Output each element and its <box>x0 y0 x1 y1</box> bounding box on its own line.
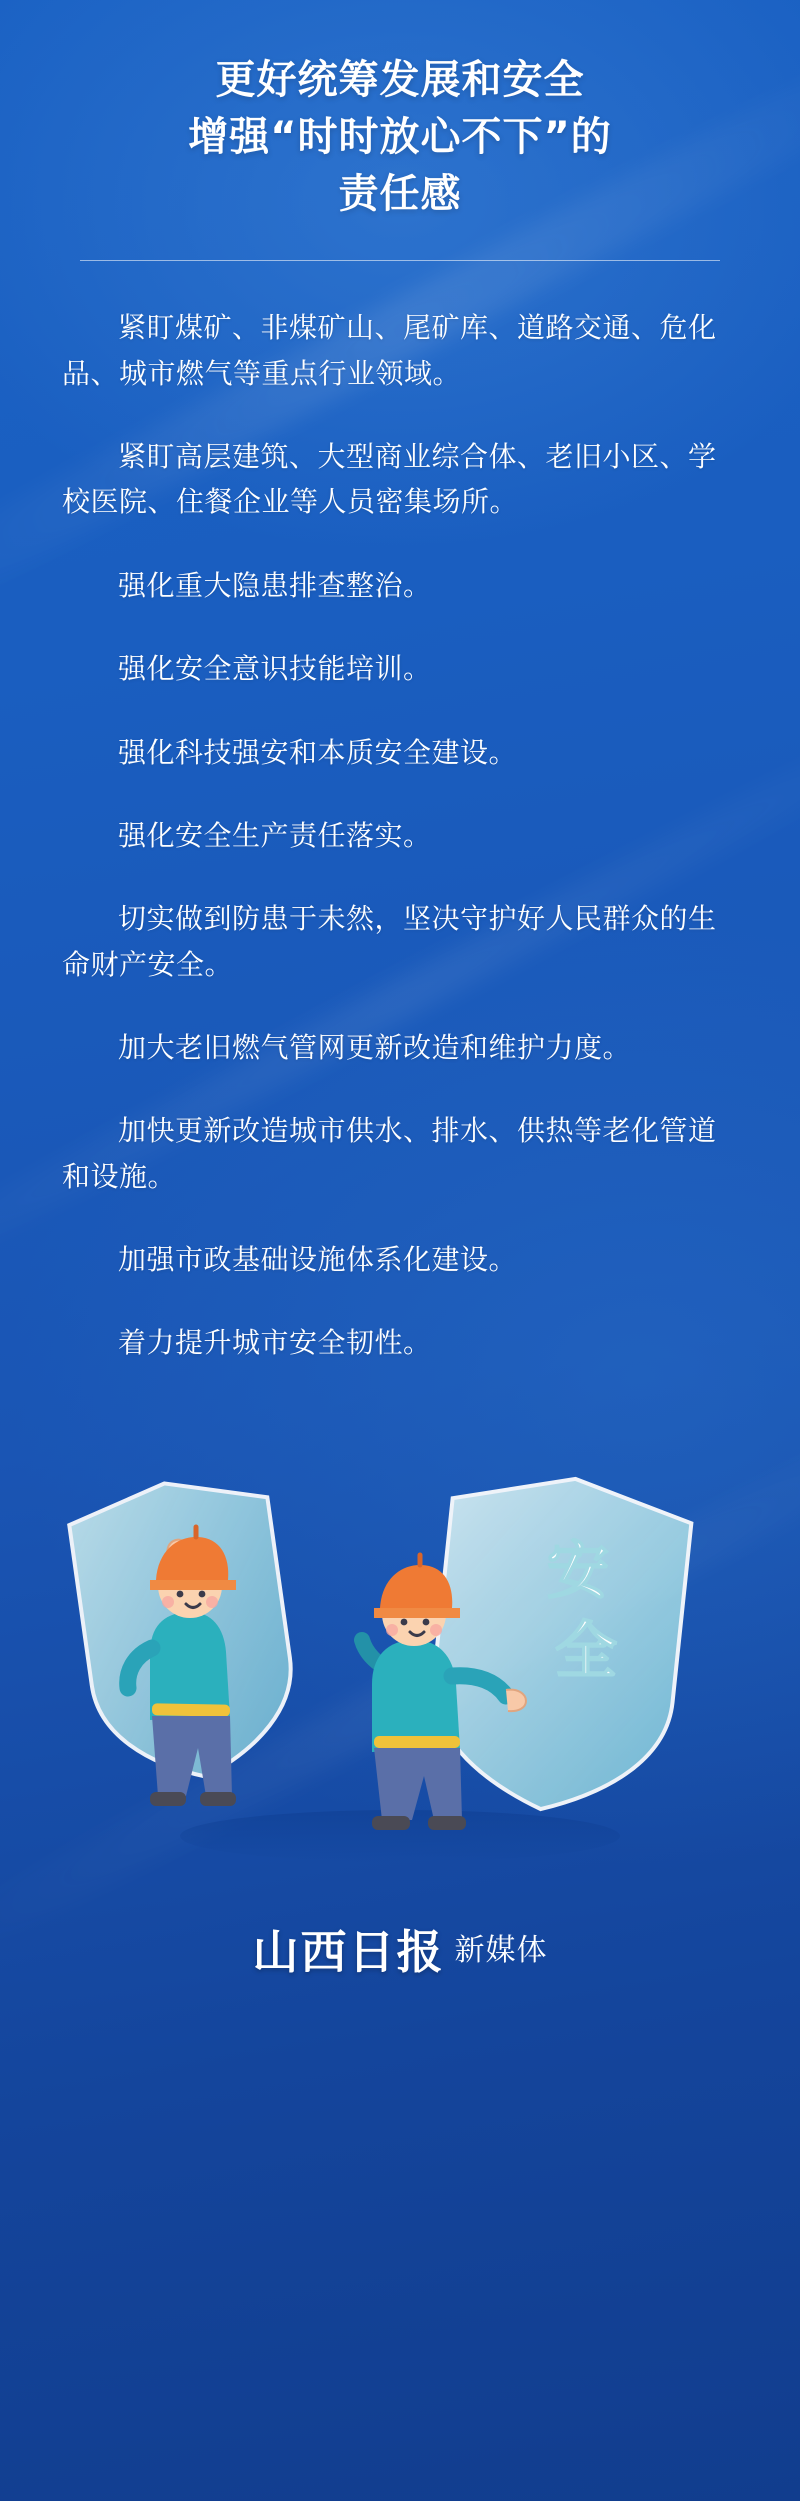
body-paragraph: 加快更新改造城市供水、排水、供热等老化管道和设施。 <box>62 1114 717 1193</box>
right-shield-icon <box>421 1466 694 1821</box>
body-paragraph: 强化安全意识技能培训。 <box>118 652 432 686</box>
body-paragraph: 紧盯高层建筑、大型商业综合体、老旧小区、学校医院、住餐企业等人员密集场所。 <box>62 440 717 519</box>
body-paragraph: 强化科技强安和本质安全建设。 <box>118 735 518 769</box>
poster-title <box>0 0 800 261</box>
shield-text-line1: 安 <box>546 1533 610 1607</box>
poster-body <box>0 261 800 1365</box>
publisher-subname: 新媒体 <box>454 1932 548 1968</box>
body-paragraph: 强化重大隐患排查整治。 <box>118 568 432 602</box>
title-line-1: 更好统筹发展和安全 <box>215 57 585 103</box>
publisher-logo <box>0 1874 800 2024</box>
body-paragraph: 紧盯煤矿、非煤矿山、尾矿库、道路交通、危化品、城市燃气等重点行业领域。 <box>62 311 717 390</box>
body-paragraph: 切实做到防患于未然，坚决守护好人民群众的生命财产安全。 <box>62 902 717 981</box>
safety-illustration <box>0 1404 800 1874</box>
title-line-2: 增强“时时放心不下”的 <box>188 113 612 160</box>
body-paragraph: 加强市政基础设施体系化建设。 <box>118 1243 518 1277</box>
shield-text-line2: 全 <box>554 1613 618 1687</box>
publisher-name: 山西日报 <box>252 1924 445 1979</box>
title-line-3: 责任感 <box>338 170 462 217</box>
body-paragraph: 强化安全生产责任落实。 <box>118 818 432 852</box>
body-paragraph: 加大老旧燃气管网更新改造和维护力度。 <box>118 1030 632 1064</box>
body-paragraph: 着力提升城市安全韧性。 <box>118 1326 432 1360</box>
